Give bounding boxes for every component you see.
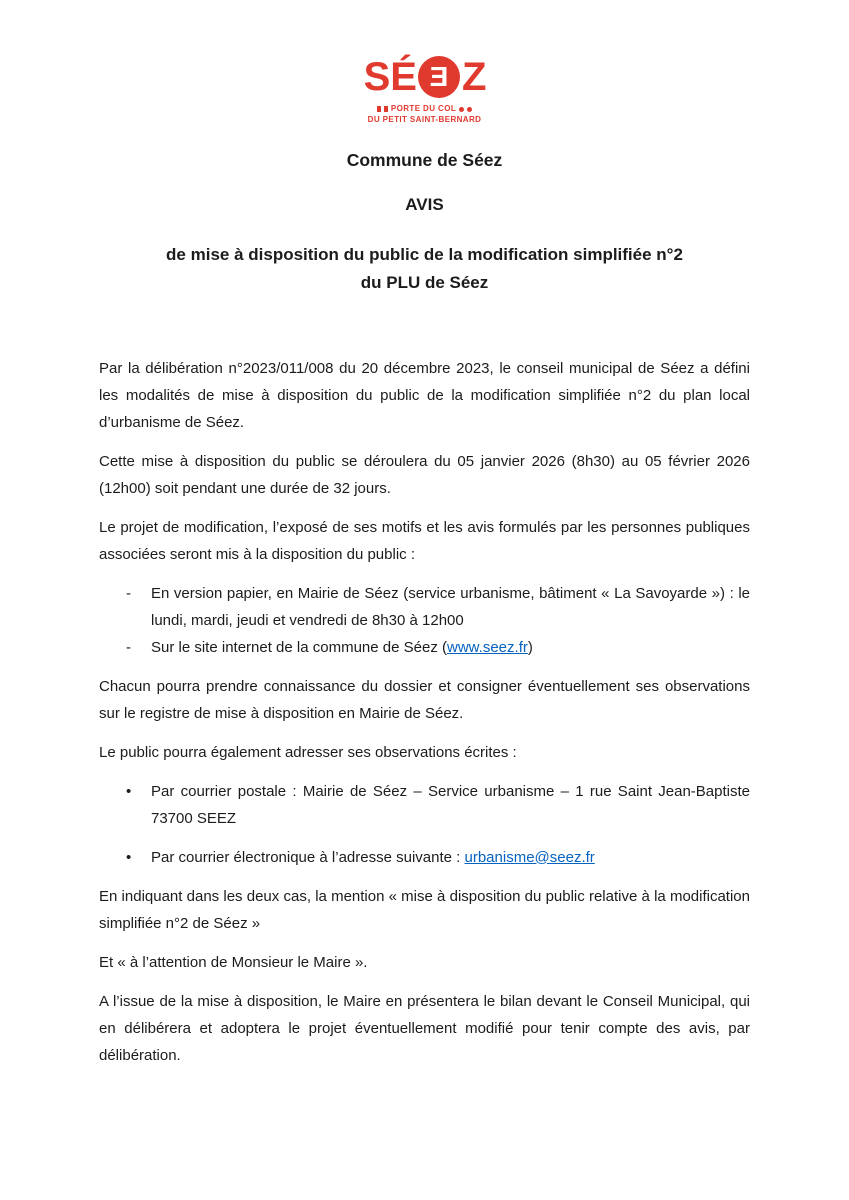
contact-options-list xyxy=(99,778,750,871)
notice-heading-line1: de mise à disposition du public de la modification simplifiée n°2 xyxy=(166,244,683,264)
dash-marker: - xyxy=(126,584,131,602)
logo-tagline-line1: PORTE DU COL xyxy=(390,104,457,113)
list-item-website xyxy=(99,634,750,661)
paragraph-mention: En indiquant dans les deux cas, la mention « mise à disposition du public relative à la modification simplifiée n°2 de Séez » xyxy=(99,887,750,932)
logo-tagline-line2: DU PETIT SAINT-BERNARD xyxy=(367,114,482,124)
logo-ornament-icon xyxy=(377,106,381,112)
list-item-text: Par courrier électronique à l’adresse suivante : xyxy=(151,848,465,866)
seez-logo xyxy=(99,56,750,126)
logo-letter-e-accent: É xyxy=(390,55,416,99)
paragraph-observations: Le public pourra également adresser ses observations écrites : xyxy=(99,743,517,761)
seez-website-link[interactable]: www.seez.fr xyxy=(447,638,528,656)
logo-ornament-icon xyxy=(459,107,464,112)
list-item-text: En version papier, en Mairie de Séez (service urbanisme, bâtiment « La Savoyarde ») : le lundi, mardi, jeudi et vendredi de 8h30 à 12h00 xyxy=(151,584,750,629)
bullet-marker: • xyxy=(126,782,132,800)
logo-disc-letter: Ǝ xyxy=(429,61,449,92)
list-item-text: Par courrier postale : Mairie de Séez – Service urbanisme – 1 rue Saint Jean-Baptiste 73700 SEEZ xyxy=(151,782,750,827)
logo-letter-z: Z xyxy=(461,55,486,99)
list-item-email xyxy=(99,844,750,871)
paragraph-dates: Cette mise à disposition du public se déroulera du 05 janvier 2026 (8h30) au 05 février 2026 (12h00) soit pendant une durée de 32 jours. xyxy=(99,452,750,497)
paragraph-attention-maire: Et « à l’attention de Monsieur le Maire ». xyxy=(99,953,368,971)
dash-marker: - xyxy=(126,638,131,656)
list-item-text: ) xyxy=(527,638,533,656)
paragraph-registre: Chacun pourra prendre connaissance du dossier et consigner éventuellement ses observations sur le registre de mise à disposition en Mairie de Séez. xyxy=(99,677,750,722)
urbanisme-email-link[interactable]: urbanisme@seez.fr xyxy=(464,848,595,866)
notice-heading xyxy=(99,241,750,297)
consultation-modes-list xyxy=(99,580,750,661)
document-header xyxy=(99,150,750,297)
logo-ornament-icon xyxy=(467,107,472,112)
list-item-paper-version xyxy=(99,580,750,634)
list-item-text: Sur le site internet de la commune de Séez ( xyxy=(151,638,447,656)
logo-letter-s: S xyxy=(363,55,390,99)
paragraph-bilan: A l’issue de la mise à disposition, le Maire en présentera le bilan devant le Conseil Municipal, qui en délibérera et adoptera le projet éventuellement modifié pour tenir compte des avis, par délibération. xyxy=(99,992,750,1064)
avis-title: AVIS xyxy=(405,194,444,214)
seez-logo-wordmark xyxy=(364,56,486,98)
document-body xyxy=(99,355,750,1069)
page-title: Commune de Séez xyxy=(346,149,503,170)
paragraph-dossier: Le projet de modification, l’exposé de ses motifs et les avis formulés par les personnes publiques associées seront mis à la disposition du public : xyxy=(99,518,750,563)
logo-disc-icon xyxy=(418,56,460,98)
notice-heading-line2: du PLU de Séez xyxy=(360,272,489,292)
logo-tagline xyxy=(99,104,750,126)
bullet-marker: • xyxy=(126,848,132,866)
list-item-postal-mail xyxy=(99,778,750,832)
paragraph-deliberation: Par la délibération n°2023/011/008 du 20 décembre 2023, le conseil municipal de Séez a défini les modalités de mise à disposition du public de la modification simplifiée n°2 du plan local d’urbanisme de Séez. xyxy=(99,359,750,431)
logo-ornament-icon xyxy=(384,106,388,112)
